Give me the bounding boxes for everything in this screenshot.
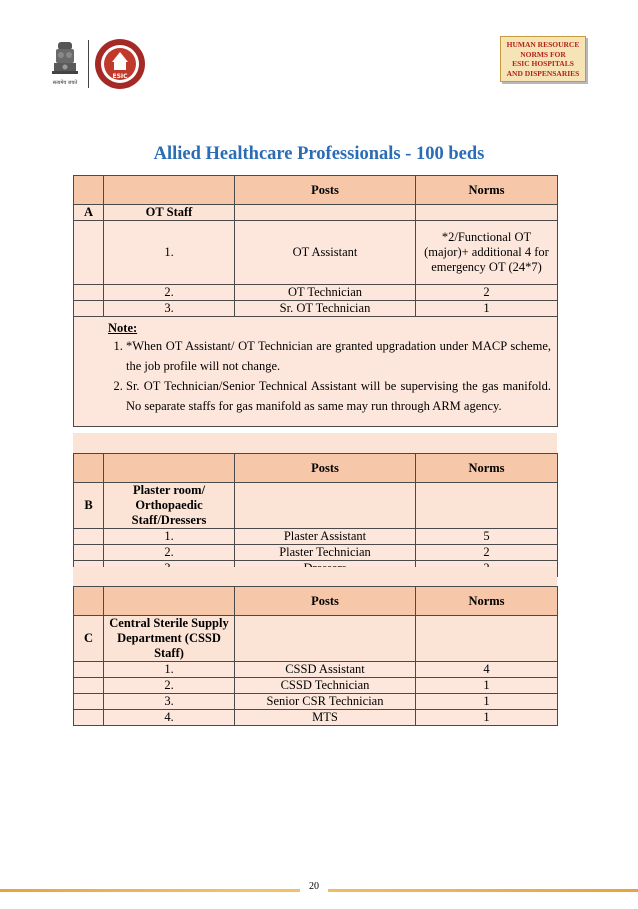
- row-norm: 1: [416, 710, 558, 726]
- norms-header: Norms: [416, 454, 558, 483]
- row-norm: 2: [416, 285, 558, 301]
- table-row: [74, 221, 558, 285]
- section-name: OT Staff: [104, 205, 235, 221]
- row-post: Plaster Technician: [235, 545, 416, 561]
- row-post: OT Technician: [235, 285, 416, 301]
- badge-line-2: NORMS FOR: [520, 49, 566, 59]
- row-post: Senior CSR Technician: [235, 694, 416, 710]
- table-plaster-room: [73, 453, 558, 577]
- note-item: 2. Sr. OT Technician/Senior Technical Assistant will be supervising the gas manifold. No separate staffs for gas manifold as same may run through ARM agency.: [126, 376, 551, 416]
- note-block: [74, 317, 557, 426]
- table-row: [74, 545, 558, 561]
- table-row: [74, 694, 558, 710]
- row-number: 3.: [104, 694, 235, 710]
- page-title: Allied Healthcare Professionals - 100 beds: [153, 144, 485, 164]
- table-row: [74, 662, 558, 678]
- section-letter: B: [74, 483, 104, 529]
- table-header-row: [74, 176, 558, 205]
- badge-line-3: ESIC HOSPITALS: [512, 59, 574, 68]
- header-divider: [88, 40, 89, 88]
- section-name: Central Sterile Supply Department (CSSD Staff): [104, 616, 235, 662]
- badge-line-4: AND DISPENSARIES: [506, 68, 580, 78]
- badge-line-1: HUMAN RESOURCE: [506, 40, 580, 49]
- row-number: 1.: [104, 221, 235, 285]
- posts-header: Posts: [235, 587, 416, 616]
- note-item: 1. *When OT Assistant/ OT Technician are granted upgradation under MACP scheme, the job profile will not change.: [126, 336, 551, 376]
- row-norm: 1: [416, 678, 558, 694]
- table-header-row: [74, 454, 558, 483]
- section-row: [74, 205, 558, 221]
- table-header-row: [74, 587, 558, 616]
- posts-header: Posts: [235, 176, 416, 205]
- table-row: [74, 301, 558, 317]
- posts-header: Posts: [235, 454, 416, 483]
- row-norm: *2/Functional OT (major)+ additional 4 for emergency OT (24*7): [416, 221, 558, 285]
- row-post: MTS: [235, 710, 416, 726]
- row-post: Sr. OT Technician: [235, 301, 416, 317]
- row-norm: 4: [416, 662, 558, 678]
- row-post: OT Assistant: [235, 221, 416, 285]
- row-post: CSSD Assistant: [235, 662, 416, 678]
- table-row: [74, 529, 558, 545]
- esic-logo-text: ESIC: [112, 73, 128, 80]
- table-row: [74, 678, 558, 694]
- hr-norms-badge: [500, 36, 586, 82]
- row-norm: 1: [416, 694, 558, 710]
- row-number: 2.: [104, 285, 235, 301]
- table-row: [74, 285, 558, 301]
- norms-header: Norms: [416, 176, 558, 205]
- row-number: 2.: [104, 678, 235, 694]
- row-number: 1.: [104, 529, 235, 545]
- section-letter: A: [74, 205, 104, 221]
- national-emblem-icon: [48, 40, 82, 90]
- emblem-caption: सत्यमेव जयते: [52, 80, 78, 86]
- row-number: 4.: [104, 710, 235, 726]
- section-row: [74, 616, 558, 662]
- table-ot-staff: [73, 175, 558, 427]
- row-norm: 1: [416, 301, 558, 317]
- section-gap: [73, 433, 557, 453]
- note-row: [74, 317, 558, 427]
- table-cssd-staff: [73, 586, 558, 726]
- row-norm: 5: [416, 529, 558, 545]
- row-number: 1.: [104, 662, 235, 678]
- section-name: Plaster room/ Orthopaedic Staff/Dressers: [104, 483, 235, 529]
- section-row: [74, 483, 558, 529]
- note-title: Note:: [108, 321, 138, 335]
- row-norm: 2: [416, 545, 558, 561]
- table-row: [74, 710, 558, 726]
- page-number: 20: [300, 876, 328, 898]
- section-letter: C: [74, 616, 104, 662]
- section-gap: [73, 567, 557, 586]
- row-post: CSSD Technician: [235, 678, 416, 694]
- norms-header: Norms: [416, 587, 558, 616]
- row-number: 2.: [104, 545, 235, 561]
- esic-logo-icon: [94, 38, 146, 90]
- row-post: Plaster Assistant: [235, 529, 416, 545]
- row-number: 3.: [104, 301, 235, 317]
